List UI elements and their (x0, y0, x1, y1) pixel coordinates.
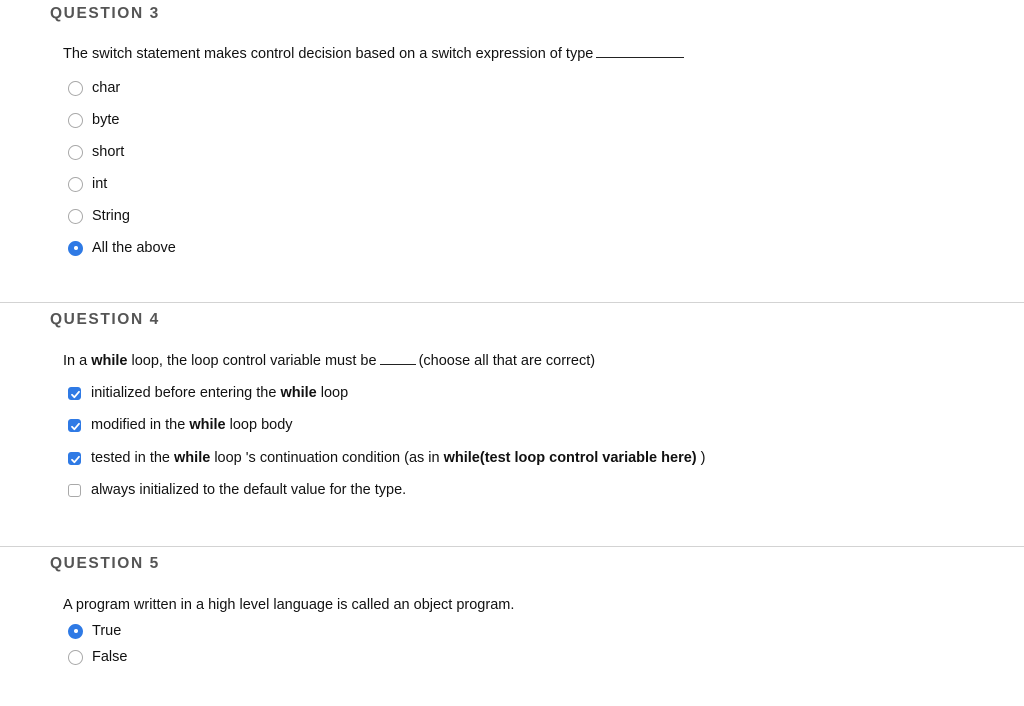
option-label: modified in the while loop body (91, 417, 293, 433)
checkbox-checked[interactable] (68, 419, 81, 432)
option-label: False (92, 649, 128, 665)
radio-button-selected[interactable] (68, 241, 83, 256)
q5-option-true[interactable] (68, 621, 121, 641)
question-4-text (63, 353, 595, 369)
question-4-prompt-mid: loop, the loop control variable must be (127, 353, 377, 369)
question-5-text: A program written in a high level language is called an object program. (63, 597, 515, 613)
question-5-title: QUESTION 5 (50, 555, 160, 572)
question-3-text (63, 46, 687, 62)
question-4-title: QUESTION 4 (50, 311, 160, 328)
q4-option-default-value[interactable] (68, 480, 406, 500)
radio-button[interactable] (68, 81, 83, 96)
option-label: tested in the while loop 's continuation condition (as in while(test loop control variable here) ) (91, 450, 706, 466)
q3-option-int[interactable] (68, 174, 107, 194)
option-label: int (92, 176, 108, 192)
option-label: All the above (92, 240, 176, 256)
question-4-prompt-post: (choose all that are correct) (418, 353, 596, 369)
option-label: True (92, 623, 122, 639)
option-label: short (92, 144, 125, 160)
q3-option-char[interactable] (68, 78, 120, 98)
q5-option-false[interactable] (68, 647, 127, 667)
answer-blank (596, 56, 684, 58)
checkbox-checked[interactable] (68, 387, 81, 400)
answer-blank (380, 363, 416, 365)
radio-button[interactable] (68, 145, 83, 160)
q3-option-byte[interactable] (68, 110, 119, 130)
checkbox-checked[interactable] (68, 452, 81, 465)
q4-option-tested[interactable] (68, 448, 705, 468)
checkbox[interactable] (68, 484, 81, 497)
question-3-title: QUESTION 3 (50, 5, 160, 22)
q4-option-modified[interactable] (68, 415, 293, 435)
radio-button-selected[interactable] (68, 624, 83, 639)
option-label: String (92, 208, 130, 224)
radio-button[interactable] (68, 177, 83, 192)
option-label: initialized before entering the while loop (91, 385, 349, 401)
radio-button[interactable] (68, 650, 83, 665)
question-3-prompt: The switch statement makes control decision based on a switch expression of type (63, 46, 594, 62)
q3-option-all-the-above[interactable] (68, 238, 176, 258)
question-4-prompt-pre: In a (63, 353, 92, 369)
question-divider (0, 302, 1024, 303)
radio-button[interactable] (68, 209, 83, 224)
q4-option-initialized[interactable] (68, 383, 348, 403)
question-4-prompt-bold: while (91, 353, 128, 369)
option-label: char (92, 80, 121, 96)
radio-button[interactable] (68, 113, 83, 128)
q3-option-string[interactable] (68, 206, 130, 226)
q3-option-short[interactable] (68, 142, 124, 162)
option-label: byte (92, 112, 120, 128)
question-divider (0, 546, 1024, 547)
option-label: always initialized to the default value for the type. (91, 482, 407, 498)
